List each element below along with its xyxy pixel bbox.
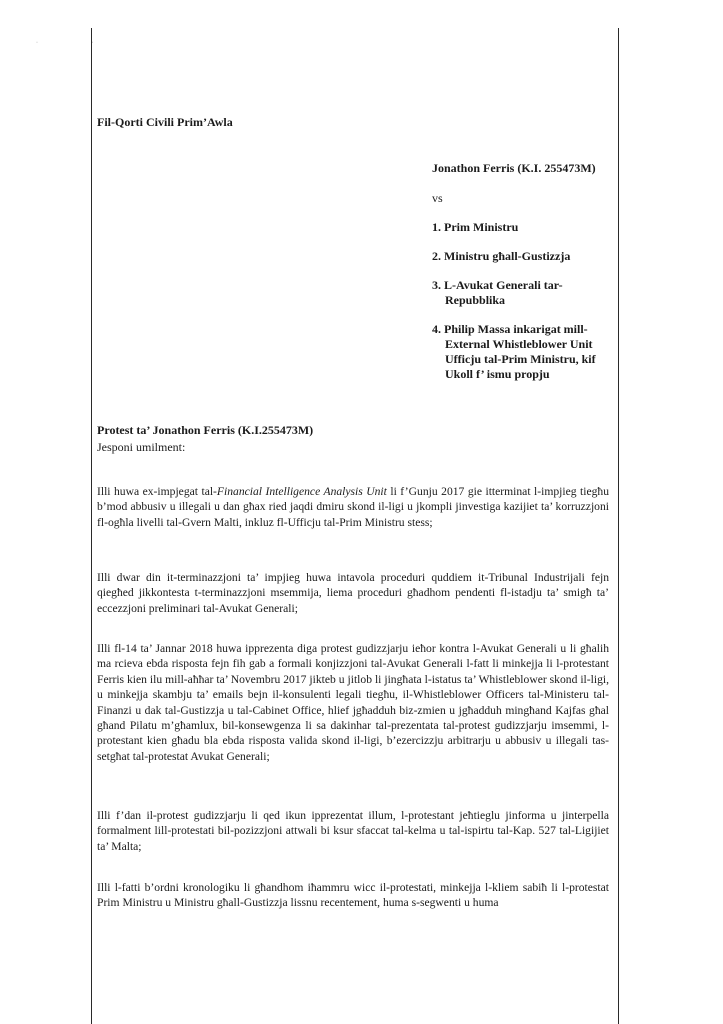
right-margin-line [618, 28, 619, 1024]
plaintiff-name: Jonathon Ferris (K.I. 255473M) [432, 161, 596, 175]
respectfully-submits: Jesponi umilment: [97, 440, 186, 454]
left-margin-line [91, 28, 92, 1024]
court-heading: Fil-Qorti Civili Prim’Awla [97, 115, 233, 129]
paragraph-2: Illi dwar din it-terminazzjoni ta’ impjieg huwa intavola proceduri quddiem it-Tribunal Industrijali fejn qiegħed jikkontesta t-terminazzjoni msemmija, liema proceduri għadhom pendenti fl-istadju ta’ smigħ ta’ eccezzjoni preliminari tal-Avukat Generali; [97, 571, 609, 615]
parties-block [432, 161, 617, 382]
scan-specks: · · [36, 40, 120, 46]
paragraph-1-start: Illi huwa ex-impjegat tal- [97, 485, 217, 498]
paragraph-1-end: li f’Gunju 2017 gie itterminat l-impjieg tiegħu b’mod abbusiv u illegali u dan għax ried jaqdi dmiru skond il-ligi u jkompli jinvestiga kazijiet ta’ korruzzjoni fl-ogħla livelli tal-Gvern Malti, inkluz fl-Ufficju tal-Prim Ministru stess; [97, 485, 610, 529]
paragraph-4: Illi f’dan il-protest gudizzjarju li qed ikun ipprezentat illum, l-protestant jeħtieglu jinforma u jinterpella formalment lill-protestati bil-pozizzjoni attwali bi ksur sfaccat tal-kelma u tal-ispirtu tal-Kap. 527 tal-Ligijiet ta’ Malta; [97, 809, 609, 853]
defendant-4: 4. Philip Massa inkarigat mill-External Whistleblower Unit Ufficju tal-Prim Ministru, kif Ukoll f’ ismu propju [432, 322, 596, 381]
defendant-3: 3. L-Avukat Generali tar-Repubblika [432, 278, 563, 307]
paragraph-3: Illi fl-14 ta’ Jannar 2018 huwa ipprezenta diga protest gudizzjarju ieħor kontra l-Avukat Generali u li għalih ma rcieva ebda risposta fejn fih gab a formali konjizzjoni tal-Avukat Generali l-fatt li minkejja li l-protestant Ferris kien ilu mill-aħħar ta’ Novembru 2017 jikteb u jitlob li jingħata l-istatus ta’ Whistleblower skond il-ligi, u minkejja skambju ta’ emails bejn il-konsulenti legali tiegħu, il-Whistleblower Officers tal-Ministeru tal-Finanzi u dak tal-Gustizzja u tal-Cabinet Office, hlief jgħadduh biz-zmien u jgħadduh mingħand Kajfas għal għand Pilatu m’għamlux, bil-konsewgenza li sa dakinhar tal-prezentata tal-protest gudizzjarju imsemmi, l-protestant kien għadu bla ebda risposta valida skond il-ligi, b’ezercizzju arbitrarju u abbusiv u illegali tas-setgħat tal-protestat Avukat Generali; [97, 642, 609, 763]
paragraph-1 [97, 484, 609, 530]
paragraph-1-italic: Financial Intelligence Analysis Unit [216, 485, 387, 498]
protest-title: Protest ta’ Jonathon Ferris (K.I.255473M) [97, 423, 314, 437]
defendant-2: 2. Ministru għall-Gustizzja [432, 249, 571, 263]
versus-label: vs [432, 191, 443, 205]
paragraph-5: Illi l-fatti b’ordni kronologiku li għandhom iħammru wicc il-protestati, minkejja l-kliem sabiħ li l-protestat Prim Ministru u Ministru għall-Gustizzja lissnu recentement, huma s-segwenti u huma [97, 881, 609, 910]
defendant-1: 1. Prim Ministru [432, 220, 519, 234]
